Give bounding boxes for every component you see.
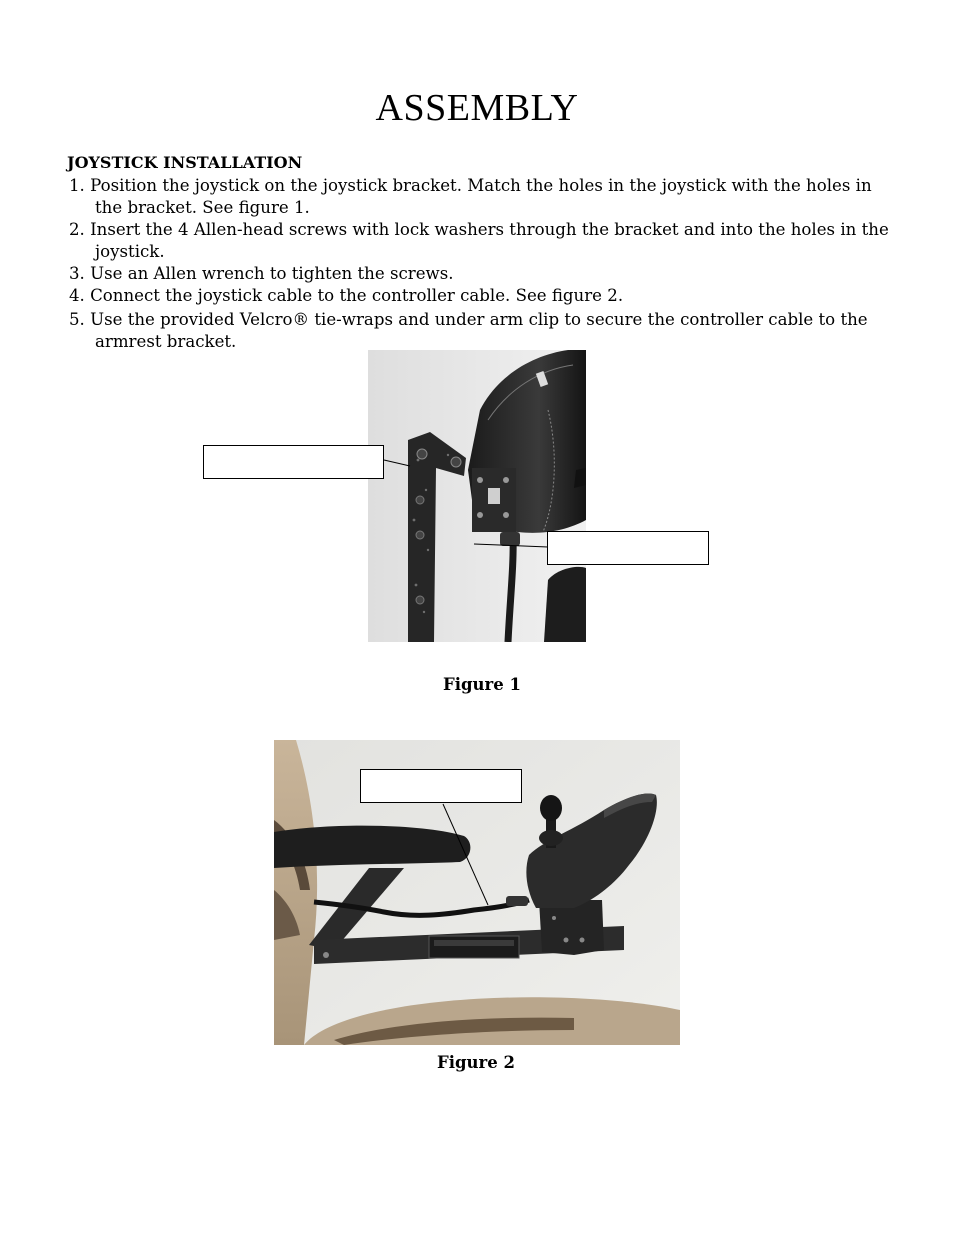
step-item: 2. Insert the 4 Allen-head screws with lock washers through the bracket and into the holes in the joystick. [69, 220, 889, 261]
step-item: 4. Connect the joystick cable to the controller cable. See figure 2. [69, 286, 624, 305]
page-title: ASSEMBLY [375, 87, 579, 129]
figure-2-caption: Figure 2 [437, 1053, 515, 1072]
step-item: 1. Position the joystick on the joystick bracket. Match the holes in the joystick with the holes in the bracket. See figure 1. [69, 176, 872, 217]
figure-1-caption: Figure 1 [443, 675, 521, 694]
step-item: 3. Use an Allen wrench to tighten the screws. [69, 264, 454, 283]
section-heading: JOYSTICK INSTALLATION [67, 153, 303, 172]
step-item: 5. Use the provided Velcro® tie-wraps and under arm clip to secure the controller cable to the armrest bracket. [69, 310, 868, 351]
